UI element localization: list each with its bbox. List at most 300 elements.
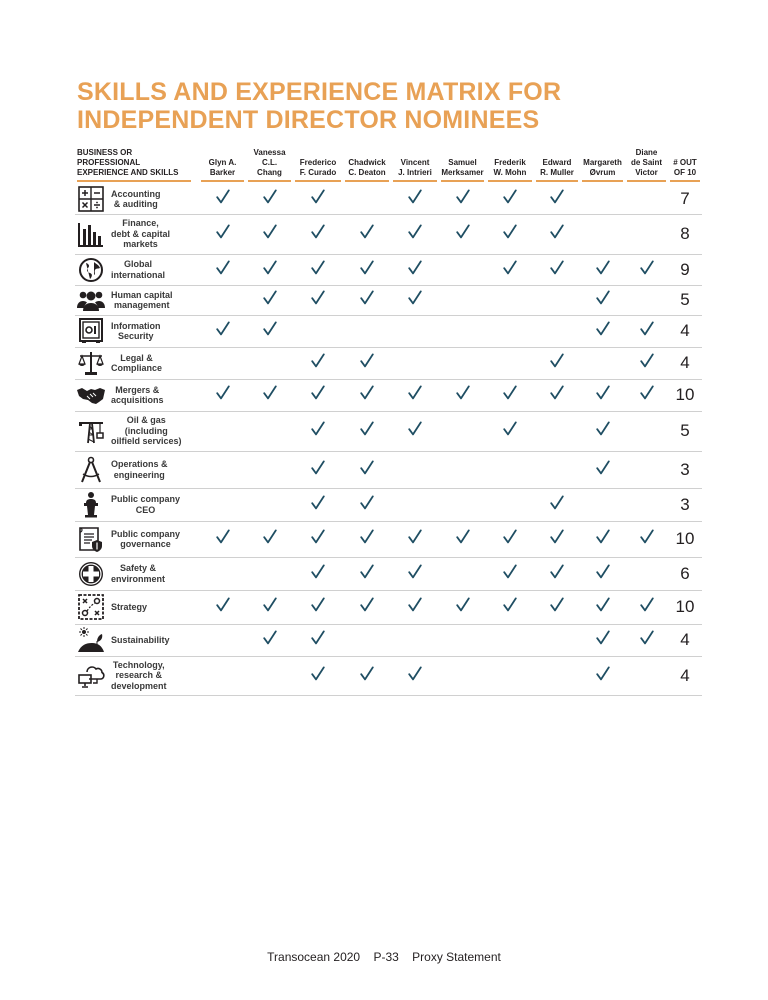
matrix-cell (625, 254, 668, 285)
matrix-cell (246, 656, 293, 695)
matrix-cell (246, 315, 293, 347)
checkmark-icon (596, 597, 610, 612)
skill-cell (75, 590, 199, 624)
skill-cell (75, 521, 199, 557)
skill-cell-content (75, 218, 199, 250)
matrix-cell (580, 185, 625, 214)
matrix-cell (343, 411, 391, 451)
skill-label-line: markets (123, 239, 158, 250)
matrix-cell (391, 656, 439, 695)
matrix-cell (293, 214, 343, 254)
matrix-cell (439, 590, 486, 624)
skill-label-line: Operations & (111, 459, 168, 469)
skill-cell (75, 411, 199, 451)
checkmark-icon (263, 385, 277, 400)
matrix-cell (486, 185, 534, 214)
checkmark-icon (596, 290, 610, 305)
matrix-cell (343, 379, 391, 411)
skill-count: 4 (668, 656, 702, 695)
matrix-cell (439, 347, 486, 379)
checkmark-icon (408, 597, 422, 612)
checkmark-icon (596, 385, 610, 400)
checkmark-icon (360, 460, 374, 475)
matrix-cell (246, 557, 293, 590)
page-footer (0, 950, 768, 964)
skill-count: 4 (668, 315, 702, 347)
checkmark-icon (550, 260, 564, 275)
skill-label (111, 563, 165, 584)
skill-row (75, 254, 702, 285)
matrix-cell (343, 315, 391, 347)
matrix-cell (293, 347, 343, 379)
matrix-cell (486, 254, 534, 285)
checkmark-icon (456, 385, 470, 400)
checkmark-icon (216, 385, 230, 400)
skill-cell (75, 347, 199, 379)
director-name-line: Glyn A. (208, 158, 237, 167)
director-name-line: J. Intrieri (398, 168, 432, 177)
header-underline (488, 180, 532, 182)
director-column-header (534, 148, 580, 185)
skill-cell-content (75, 256, 199, 284)
checkmark-icon (263, 260, 277, 275)
header-underline (441, 180, 484, 182)
matrix-cell (246, 451, 293, 488)
skill-cell (75, 214, 199, 254)
checkmark-icon (456, 529, 470, 544)
matrix-cell (534, 214, 580, 254)
matrix-cell (439, 557, 486, 590)
checkmark-icon (311, 224, 325, 239)
matrix-cell (625, 656, 668, 695)
checkmark-icon (360, 495, 374, 510)
skill-row (75, 590, 702, 624)
skill-cell (75, 624, 199, 656)
checkmark-icon (456, 189, 470, 204)
matrix-cell (625, 451, 668, 488)
director-name-line: Merksamer (441, 168, 484, 177)
skill-label-line: (including (124, 425, 168, 436)
matrix-cell (343, 488, 391, 521)
skill-count: 4 (668, 347, 702, 379)
checkmark-icon (596, 666, 610, 681)
skill-count: 10 (668, 379, 702, 411)
matrix-cell (534, 315, 580, 347)
skill-cell (75, 285, 199, 315)
skill-count: 5 (668, 285, 702, 315)
matrix-cell (246, 624, 293, 656)
director-name-line: F. Curado (299, 168, 337, 177)
skill-row (75, 411, 702, 451)
checkmark-icon (640, 353, 654, 368)
skill-row (75, 451, 702, 488)
director-name-line: Chang (257, 168, 282, 177)
skill-label (111, 635, 170, 646)
director-name-line: Frederico (299, 158, 337, 167)
skill-row (75, 185, 702, 214)
matrix-cell (534, 347, 580, 379)
page-title-line-1: SKILLS AND EXPERIENCE MATRIX FOR (77, 78, 562, 106)
matrix-cell (293, 488, 343, 521)
matrix-cell (534, 590, 580, 624)
header-underline (77, 180, 191, 182)
matrix-cell (391, 624, 439, 656)
skill-label (111, 602, 147, 613)
calculator-icon (77, 185, 105, 213)
checkmark-icon (503, 224, 517, 239)
matrix-cell (343, 521, 391, 557)
skill-row (75, 624, 702, 656)
matrix-cell (534, 411, 580, 451)
skill-count: 10 (668, 521, 702, 557)
skill-label (111, 189, 161, 210)
checkmark-icon (311, 460, 325, 475)
matrix-cell (199, 521, 246, 557)
oil-rig-icon (77, 417, 105, 445)
matrix-cell (246, 521, 293, 557)
skill-count: 9 (668, 254, 702, 285)
footer-company: Transocean 2020 (267, 950, 361, 964)
skill-label (111, 459, 168, 480)
checkmark-icon (408, 564, 422, 579)
skill-label-line: international (111, 269, 166, 280)
cloud-computer-icon (77, 662, 105, 690)
matrix-cell (486, 347, 534, 379)
skill-label-line: research & (115, 670, 163, 681)
skill-label-line: Safety & (120, 563, 157, 573)
matrix-cell (343, 285, 391, 315)
matrix-cell (534, 254, 580, 285)
checkmark-icon (596, 529, 610, 544)
skill-cell-content (75, 185, 199, 213)
matrix-cell (199, 285, 246, 315)
matrix-cell (391, 254, 439, 285)
header-underline (201, 180, 244, 182)
checkmark-icon (640, 385, 654, 400)
skill-cell-content (75, 415, 199, 447)
director-name-line: Chadwick (348, 158, 386, 167)
people-icon (77, 286, 105, 314)
director-column-header (486, 148, 534, 185)
director-column-header (439, 148, 486, 185)
matrix-cell (199, 590, 246, 624)
header-underline (295, 180, 341, 182)
header-underline (670, 180, 700, 182)
matrix-cell (534, 379, 580, 411)
matrix-cell (534, 285, 580, 315)
skill-row (75, 285, 702, 315)
matrix-cell (199, 185, 246, 214)
checkmark-icon (408, 421, 422, 436)
skill-row (75, 379, 702, 411)
matrix-cell (343, 347, 391, 379)
matrix-cell (486, 285, 534, 315)
checkmark-icon (263, 529, 277, 544)
skill-label-line: environment (111, 573, 166, 584)
matrix-cell (534, 656, 580, 695)
matrix-cell (439, 451, 486, 488)
matrix-cell (580, 379, 625, 411)
matrix-cell (199, 656, 246, 695)
matrix-cell (625, 285, 668, 315)
matrix-cell (534, 185, 580, 214)
matrix-cell (534, 557, 580, 590)
checkmark-icon (360, 564, 374, 579)
matrix-cell (343, 557, 391, 590)
checkmark-icon (408, 189, 422, 204)
skill-label-line: Technology, (112, 659, 165, 670)
checkmark-icon (216, 529, 230, 544)
safety-cross-icon (77, 560, 105, 588)
matrix-cell (486, 624, 534, 656)
matrix-cell (246, 285, 293, 315)
checkmark-icon (503, 597, 517, 612)
director-name-line: Margareth (583, 158, 622, 167)
skill-label-line: Sustainability (111, 634, 170, 645)
checkmark-icon (408, 666, 422, 681)
skill-count: 6 (668, 557, 702, 590)
director-name-line: Victor (635, 168, 658, 177)
skill-label-line: Mergers & (115, 384, 160, 395)
checkmark-icon (640, 630, 654, 645)
skill-label-line: debt & capital (111, 228, 171, 239)
matrix-cell (293, 411, 343, 451)
skill-count: 4 (668, 624, 702, 656)
skill-cell (75, 488, 199, 521)
director-column-header (580, 148, 625, 185)
director-name-line: W. Mohn (493, 168, 527, 177)
checkmark-icon (596, 460, 610, 475)
skill-cell-content (75, 456, 199, 484)
skill-label-line: Compliance (111, 363, 163, 373)
skill-label-line: & auditing (113, 199, 158, 210)
matrix-cell (293, 254, 343, 285)
matrix-cell (439, 488, 486, 521)
matrix-cell (246, 590, 293, 624)
matrix-cell (246, 347, 293, 379)
skill-cell-content (75, 660, 199, 692)
skill-label-line: Strategy (111, 601, 148, 612)
skill-label-line: governance (120, 539, 171, 549)
skill-label-line: engineering (113, 469, 165, 480)
checkmark-icon (503, 260, 517, 275)
checkmark-icon (216, 189, 230, 204)
matrix-cell (625, 185, 668, 214)
skill-label-line: Legal & (120, 352, 153, 363)
matrix-cell (486, 214, 534, 254)
skill-cell-content (75, 381, 199, 409)
skill-label (111, 218, 170, 250)
skill-label (111, 494, 180, 515)
skill-label-line: acquisitions (111, 395, 164, 405)
director-name-line: Barker (209, 168, 236, 177)
handshake-icon (77, 381, 105, 409)
matrix-cell (246, 488, 293, 521)
matrix-cell (343, 656, 391, 695)
checkmark-icon (311, 385, 325, 400)
skills-matrix-table (75, 148, 702, 696)
matrix-cell (580, 557, 625, 590)
globe-icon (77, 256, 105, 284)
matrix-cell (580, 411, 625, 451)
matrix-cell (439, 624, 486, 656)
matrix-cell (580, 451, 625, 488)
checkmark-icon (360, 290, 374, 305)
checkmark-icon (550, 224, 564, 239)
matrix-cell (293, 451, 343, 488)
footer-document: Proxy Statement (412, 950, 501, 964)
matrix-cell (391, 590, 439, 624)
matrix-cell (580, 624, 625, 656)
checkmark-icon (263, 597, 277, 612)
skill-cell-content (75, 317, 199, 345)
matrix-cell (199, 214, 246, 254)
checkmark-icon (408, 260, 422, 275)
checkmark-icon (311, 353, 325, 368)
matrix-cell (246, 379, 293, 411)
matrix-cell (486, 488, 534, 521)
matrix-cell (534, 488, 580, 521)
checkmark-icon (311, 290, 325, 305)
checkmark-icon (596, 321, 610, 336)
director-column-header (625, 148, 668, 185)
skills-column-header (75, 148, 199, 185)
matrix-cell (199, 411, 246, 451)
matrix-cell (486, 521, 534, 557)
skill-label-line: Oil & gas (126, 415, 166, 426)
matrix-cell (580, 285, 625, 315)
checkmark-icon (503, 189, 517, 204)
matrix-cell (293, 285, 343, 315)
matrix-cell (580, 214, 625, 254)
checkmark-icon (360, 421, 374, 436)
checkmark-icon (311, 597, 325, 612)
matrix-cell (293, 521, 343, 557)
matrix-cell (486, 315, 534, 347)
matrix-cell (293, 557, 343, 590)
matrix-cell (246, 214, 293, 254)
matrix-cell (199, 488, 246, 521)
skill-label (111, 290, 173, 311)
skill-row (75, 214, 702, 254)
skill-label-line: Public company (111, 528, 181, 539)
matrix-cell (343, 254, 391, 285)
director-name-line: R. Muller (540, 168, 574, 177)
header-row (75, 148, 702, 185)
skill-label (111, 660, 167, 692)
matrix-cell (391, 347, 439, 379)
director-name-line: Diane (635, 148, 658, 157)
checkmark-icon (311, 564, 325, 579)
count-header-line: # OUT (673, 158, 697, 167)
matrix-cell (391, 285, 439, 315)
skill-label-line: development (111, 680, 167, 691)
matrix-cell (293, 379, 343, 411)
skill-label-line: Human capital (111, 289, 173, 300)
checkmark-icon (550, 495, 564, 510)
skill-count: 3 (668, 488, 702, 521)
header-underline (536, 180, 578, 182)
checkmark-icon (360, 666, 374, 681)
checkmark-icon (596, 564, 610, 579)
skill-cell-content (75, 626, 199, 654)
matrix-cell (439, 285, 486, 315)
scales-icon (77, 349, 105, 377)
matrix-cell (580, 315, 625, 347)
header-underline (627, 180, 666, 182)
skill-row (75, 315, 702, 347)
matrix-cell (439, 254, 486, 285)
matrix-cell (343, 451, 391, 488)
checkmark-icon (640, 597, 654, 612)
compass-icon (77, 456, 105, 484)
checkmark-icon (408, 385, 422, 400)
matrix-cell (580, 254, 625, 285)
skill-label-line: Public company (111, 494, 181, 504)
checkmark-icon (640, 260, 654, 275)
skill-cell-content (75, 491, 199, 519)
matrix-cell (625, 590, 668, 624)
matrix-cell (486, 451, 534, 488)
matrix-cell (439, 521, 486, 557)
page-title-line-2: INDEPENDENT DIRECTOR NOMINEES (77, 106, 540, 134)
skill-label-line: management (113, 300, 170, 310)
skill-cell (75, 315, 199, 347)
checkmark-icon (263, 189, 277, 204)
count-column-header (668, 148, 702, 185)
director-name-line: Samuel (448, 158, 477, 167)
checkmark-icon (456, 597, 470, 612)
checkmark-icon (311, 529, 325, 544)
matrix-cell (439, 411, 486, 451)
matrix-cell (391, 185, 439, 214)
checkmark-icon (408, 290, 422, 305)
checkmark-icon (360, 385, 374, 400)
checkmark-icon (550, 529, 564, 544)
header-underline (345, 180, 389, 182)
skill-row (75, 557, 702, 590)
podium-icon (77, 491, 105, 519)
checkmark-icon (216, 597, 230, 612)
checkmark-icon (216, 260, 230, 275)
checkmark-icon (456, 224, 470, 239)
matrix-cell (343, 624, 391, 656)
matrix-cell (391, 451, 439, 488)
checkmark-icon (360, 353, 374, 368)
matrix-cell (343, 185, 391, 214)
checkmark-icon (263, 321, 277, 336)
checkmark-icon (408, 529, 422, 544)
matrix-cell (580, 347, 625, 379)
matrix-cell (246, 185, 293, 214)
matrix-cell (625, 557, 668, 590)
checkmark-icon (550, 353, 564, 368)
skill-cell-content (75, 593, 199, 621)
matrix-cell (199, 347, 246, 379)
matrix-cell (246, 254, 293, 285)
skill-label (111, 321, 161, 342)
matrix-cell (625, 347, 668, 379)
matrix-cell (343, 214, 391, 254)
matrix-cell (199, 624, 246, 656)
director-name-line: Vanessa (253, 148, 286, 157)
checkmark-icon (640, 529, 654, 544)
skills-header-line: BUSINESS OR (77, 148, 133, 157)
matrix-cell (486, 411, 534, 451)
matrix-cell (391, 315, 439, 347)
matrix-cell (580, 521, 625, 557)
skill-label-line: Security (117, 331, 154, 341)
